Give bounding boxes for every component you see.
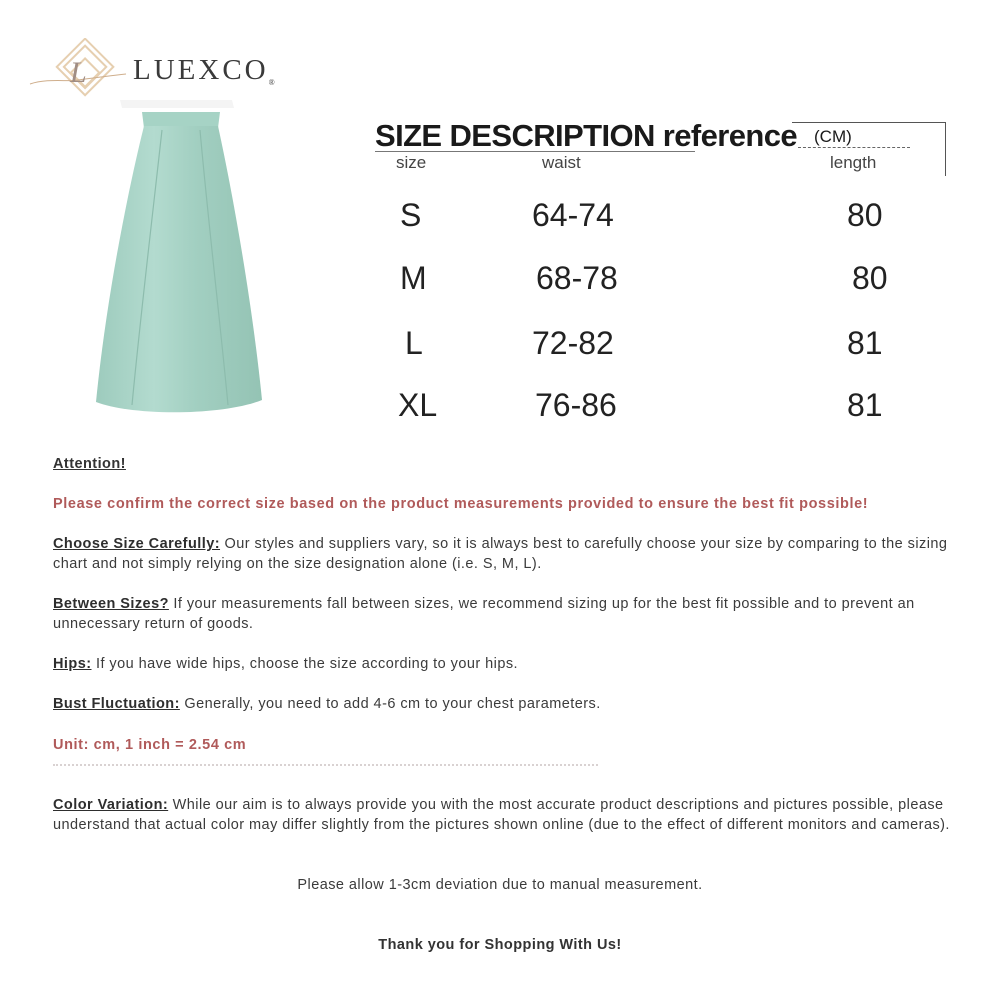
header-length: length: [830, 153, 877, 172]
thank-you-note: Thank you for Shopping With Us!: [378, 937, 622, 953]
waist-cell: 72-82: [532, 325, 614, 361]
bust-paragraph: [53, 694, 953, 714]
header-waist: waist: [542, 153, 581, 172]
size-cell: M: [400, 260, 427, 296]
color-variation-paragraph: [53, 795, 953, 835]
between-sizes-text: If your measurements fall between sizes, we recommend sizing up for the best fit possible and to prevent an unnecessary return of goods.: [53, 596, 915, 632]
size-chart-unit: (CM): [814, 127, 852, 146]
waist-cell: 76-86: [535, 387, 617, 423]
deviation-note: Please allow 1-3cm deviation due to manual measurement.: [297, 877, 703, 893]
chart-side-rule: [945, 122, 946, 176]
color-variation-label: Color Variation:: [53, 797, 169, 813]
brand-name-text: LUEXCO: [133, 54, 269, 86]
title-underline: [375, 151, 695, 152]
dotted-divider: [53, 764, 598, 766]
skirt-image: [92, 100, 267, 420]
logo-monogram: L: [70, 56, 87, 89]
length-cell: 80: [847, 197, 883, 233]
color-variation-text: While our aim is to always provide you with the most accurate product descriptions and pictures possible, please understand that actual color may differ slightly from the pictures shown online (due to the effect of different monitors and cameras).: [53, 797, 950, 833]
hips-text: If you have wide hips, choose the size according to your hips.: [91, 656, 519, 672]
length-cell: 80: [852, 260, 888, 296]
size-chart-title: SIZE DESCRIPTION reference: [375, 118, 797, 153]
size-cell: S: [400, 197, 422, 233]
choose-size-text: Our styles and suppliers vary, so it is always best to carefully choose your size by comparing to the sizing chart and not simply relying on the size designation alone (i.e. S, M, L).: [53, 536, 948, 572]
choose-size-label: Choose Size Carefully:: [53, 536, 221, 552]
waist-cell: 68-78: [536, 260, 618, 296]
length-cell: 81: [847, 387, 883, 423]
between-sizes-label: Between Sizes?: [53, 596, 169, 612]
between-sizes-paragraph: [53, 594, 953, 634]
chart-top-rule: [792, 122, 946, 123]
size-cell: L: [405, 325, 423, 361]
unit-underline: [798, 147, 910, 148]
length-cell: 81: [847, 325, 883, 361]
unit-note: Unit: cm, 1 inch = 2.54 cm: [53, 737, 247, 753]
registered-mark: ®: [268, 78, 275, 87]
choose-size-paragraph: [53, 534, 953, 574]
header-size: size: [396, 153, 427, 172]
hips-paragraph: [53, 654, 953, 674]
attention-heading: Attention!: [53, 456, 126, 472]
waist-cell: 64-74: [532, 197, 614, 233]
bust-label: Bust Fluctuation:: [53, 696, 180, 712]
bust-text: Generally, you need to add 4-6 cm to your chest parameters.: [179, 696, 601, 712]
brand-name: [133, 54, 275, 87]
confirm-size-notice: Please confirm the correct size based on the product measurements provided to ensure the best fit possible!: [53, 496, 869, 512]
hips-label: Hips:: [53, 656, 92, 672]
size-cell: XL: [398, 387, 438, 423]
